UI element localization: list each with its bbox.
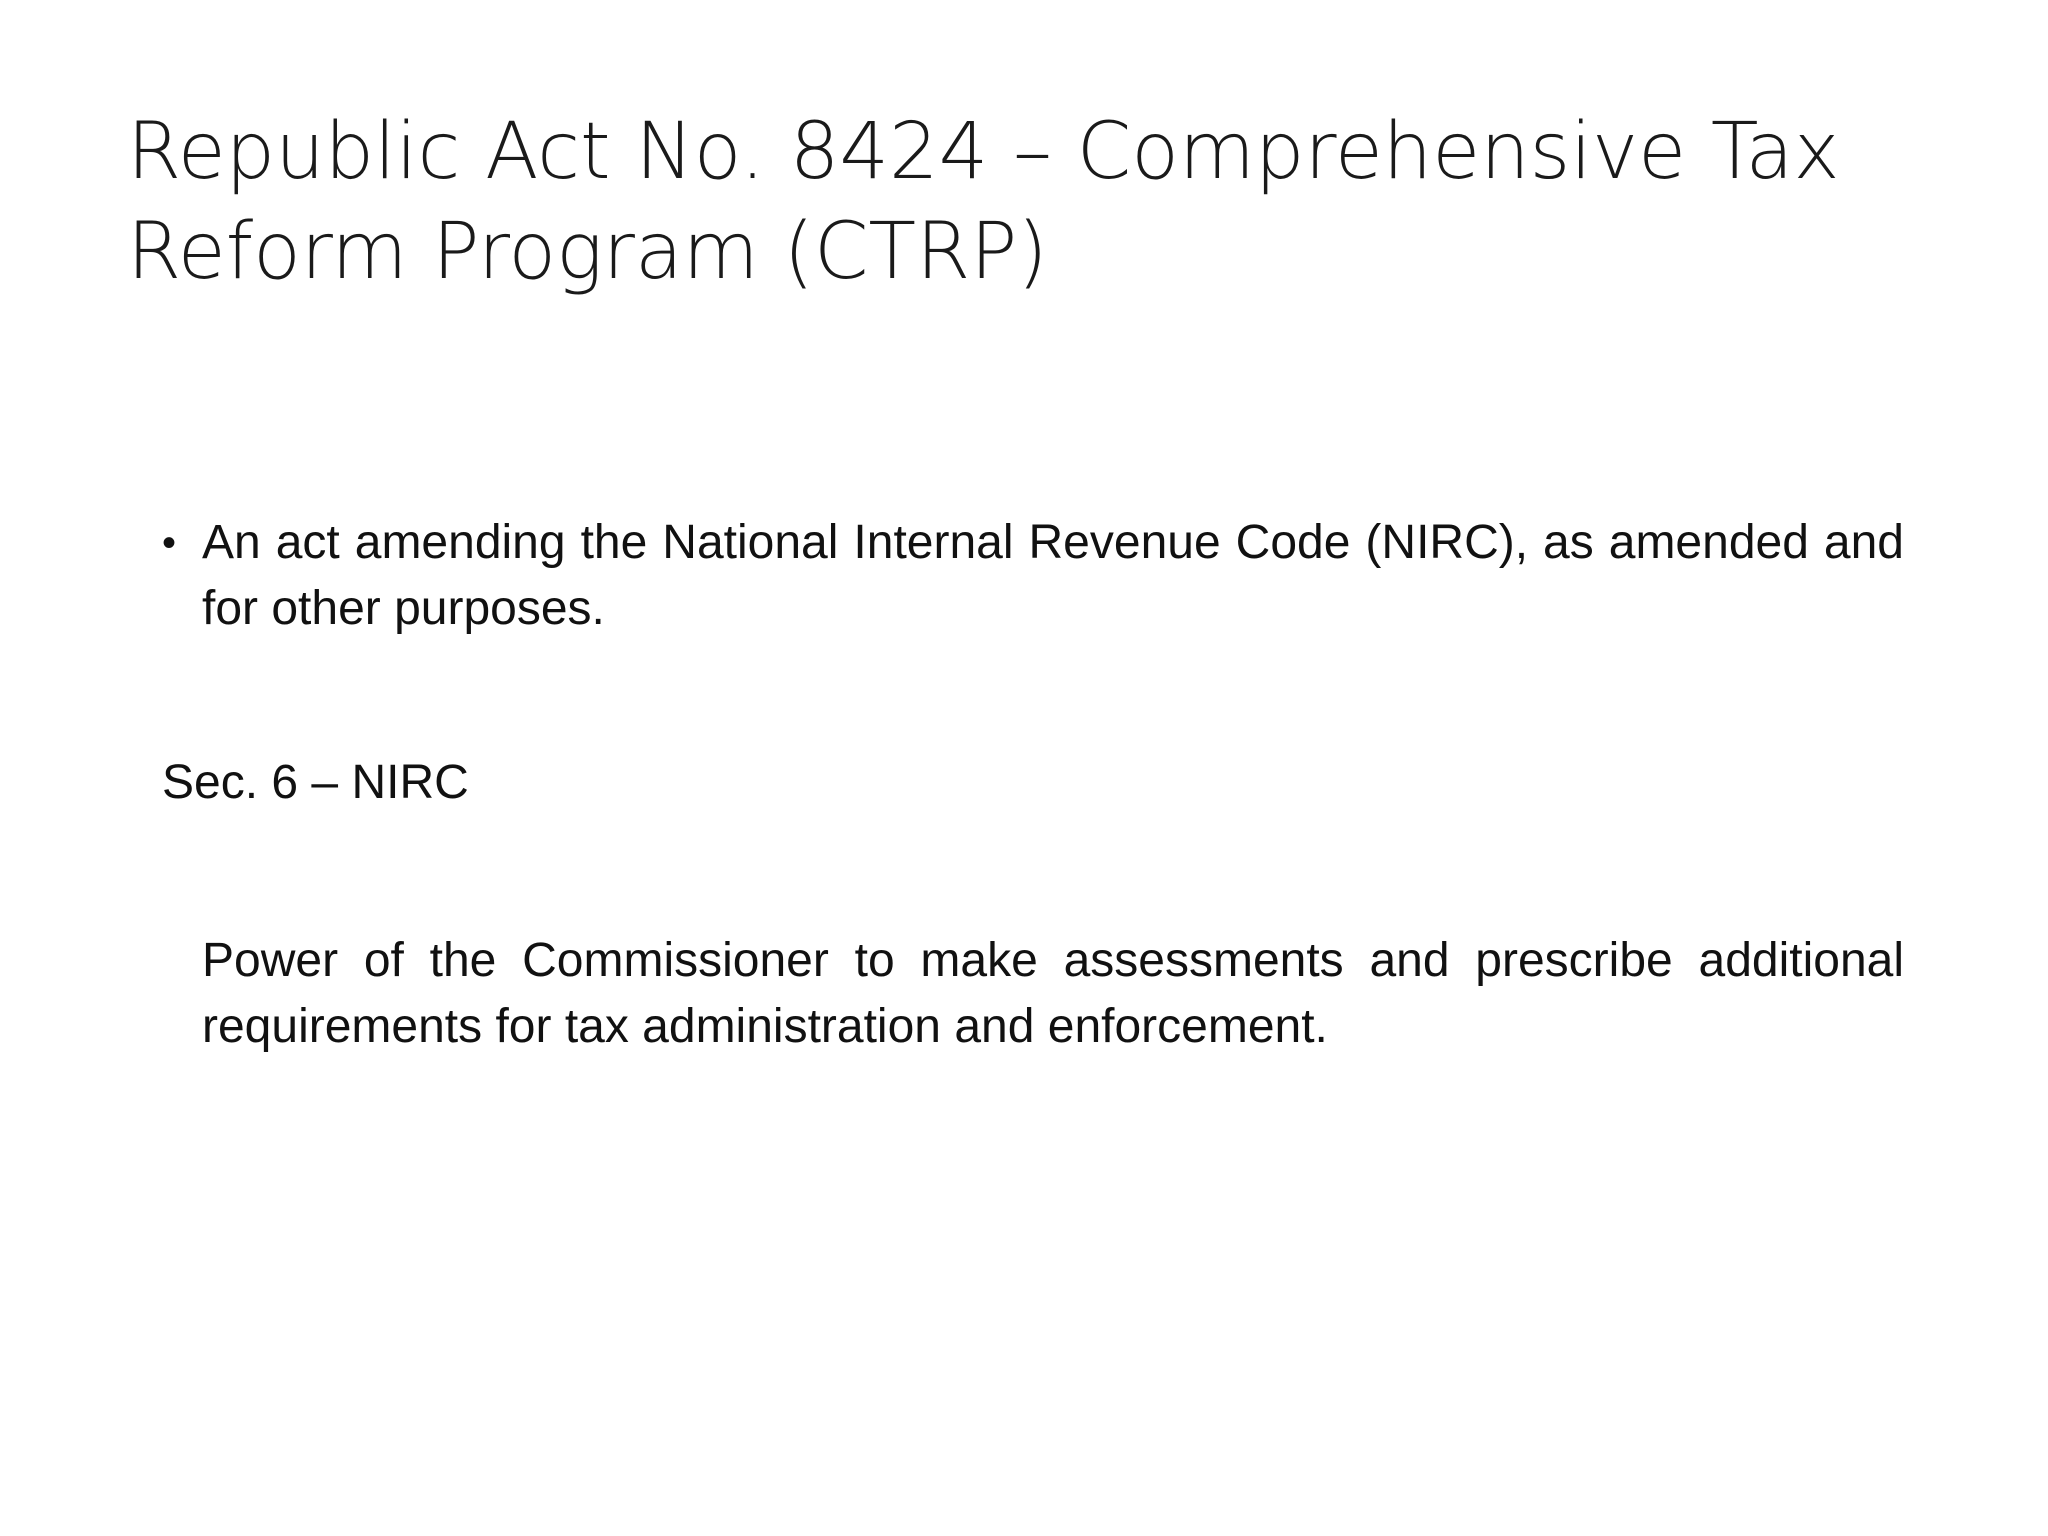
- section-heading: Sec. 6 – NIRC: [162, 756, 469, 809]
- slide-title: Republic Act No. 8424 – Comprehensive Tax Reform Program (CTRP): [127, 107, 1840, 297]
- bullet-item: [162, 510, 1904, 642]
- section-paragraph: Power of the Commissioner to make assessments and prescribe additional requirements for tax administration and enforcement.: [202, 934, 1904, 1053]
- bullet-marker: •: [162, 521, 177, 565]
- bullet-text: An act amending the National Internal Revenue Code (NIRC), as amended and for other purposes.: [202, 516, 1904, 635]
